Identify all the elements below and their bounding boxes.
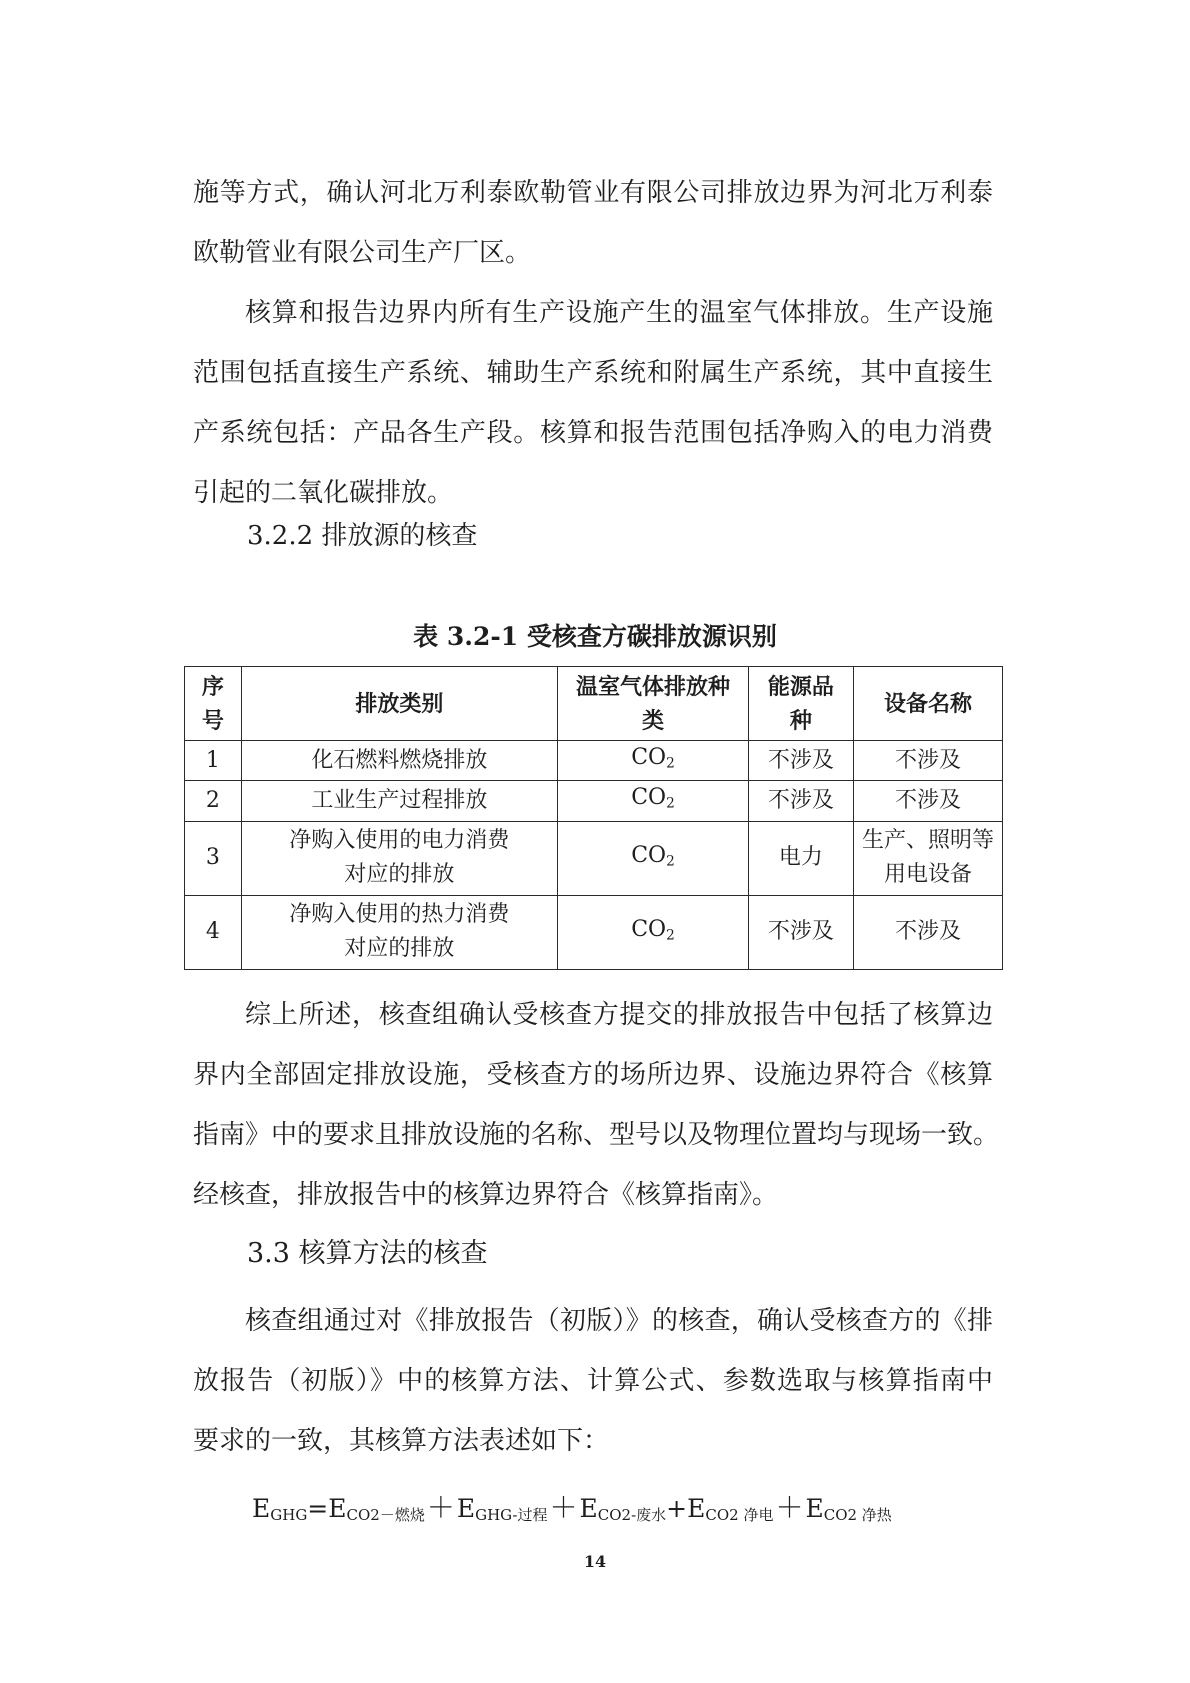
header-seq: 序 号 [185, 667, 242, 741]
page-number: 14 [583, 1552, 607, 1571]
header-gas-type: 温室气体排放种 类 [558, 667, 749, 741]
cell-energy: 不涉及 [748, 895, 853, 969]
text-line: 放报告（初版）》中的核算方法、计算公式、参数选取与核算指南中 [193, 1366, 993, 1396]
text-line: 核算和报告边界内所有生产设施产生的温室气体排放。生产设施 [245, 298, 993, 328]
cell-gas: $CO_2$ [558, 781, 749, 821]
paragraph-boundary-continuation [193, 163, 993, 283]
cell-device: 不涉及 [853, 741, 1002, 781]
cell-seq: 4 [185, 895, 242, 969]
table-row [185, 895, 1003, 969]
table-caption: 表 3.2-1 受核查方碳排放源识别 [413, 622, 777, 651]
cell-energy: 电力 [748, 821, 853, 895]
text-line: 要求的一致，其核算方法表述如下： [193, 1426, 610, 1456]
cell-category: 净购入使用的热力消费 对应的排放 [241, 895, 557, 969]
cell-category: 净购入使用的电力消费 对应的排放 [241, 821, 557, 895]
cell-category: 化石燃料燃烧排放 [241, 741, 557, 781]
table-header-row [185, 667, 1003, 741]
cell-category: 工业生产过程排放 [241, 781, 557, 821]
text-line: 欧勒管业有限公司生产厂区。 [193, 238, 532, 268]
header-device-name: 设备名称 [853, 667, 1002, 741]
cell-seq: 2 [185, 781, 242, 821]
table-row [185, 821, 1003, 895]
cell-energy: 不涉及 [748, 781, 853, 821]
cell-device: 不涉及 [853, 895, 1002, 969]
cell-gas: $CO_2$ [558, 821, 749, 895]
emission-source-table [184, 666, 1003, 970]
header-category: 排放类别 [241, 667, 557, 741]
paragraph-reporting-scope [193, 283, 993, 523]
text-line: 指南》中的要求且排放设施的名称、型号以及物理位置均与现场一致。 [193, 1120, 1000, 1150]
text-line: 范围包括直接生产系统、辅助生产系统和附属生产系统，其中直接生 [193, 358, 993, 388]
table-row [185, 741, 1003, 781]
cell-gas: $CO_2$ [558, 895, 749, 969]
cell-device: 生产、照明等 用电设备 [853, 821, 1002, 895]
text-line: 界内全部固定排放设施，受核查方的场所边界、设施边界符合《核算 [193, 1060, 993, 1090]
cell-gas: $CO_2$ [558, 741, 749, 781]
text-line: 综上所述，核查组确认受核查方提交的排放报告中包括了核算边 [245, 1000, 993, 1030]
paragraph-method-review [193, 1291, 993, 1471]
paragraph-conclusion [193, 985, 1000, 1225]
section-heading-3-2-2: 3.2.2 排放源的核查 [247, 521, 478, 551]
text-line: 经核查，排放报告中的核算边界符合《核算指南》。 [193, 1180, 779, 1210]
emission-formula: EGHG=ECO2－燃烧＋EGHG-过程＋ECO2-废水+ECO2 净电＋ECO2 净热 [252, 1491, 892, 1524]
cell-seq: 1 [185, 741, 242, 781]
text-line: 施等方式，确认河北万利泰欧勒管业有限公司排放边界为河北万利泰 [193, 178, 993, 208]
cell-energy: 不涉及 [748, 741, 853, 781]
text-line: 产系统包括：产品各生产段。核算和报告范围包括净购入的电力消费 [193, 418, 993, 448]
cell-device: 不涉及 [853, 781, 1002, 821]
text-line: 核查组通过对《排放报告（初版）》的核查，确认受核查方的《排 [245, 1306, 993, 1336]
table-row [185, 781, 1003, 821]
header-energy-type: 能源品 种 [748, 667, 853, 741]
cell-seq: 3 [185, 821, 242, 895]
text-line: 引起的二氧化碳排放。 [193, 478, 454, 508]
section-heading-3-3: 3.3 核算方法的核查 [247, 1238, 488, 1269]
